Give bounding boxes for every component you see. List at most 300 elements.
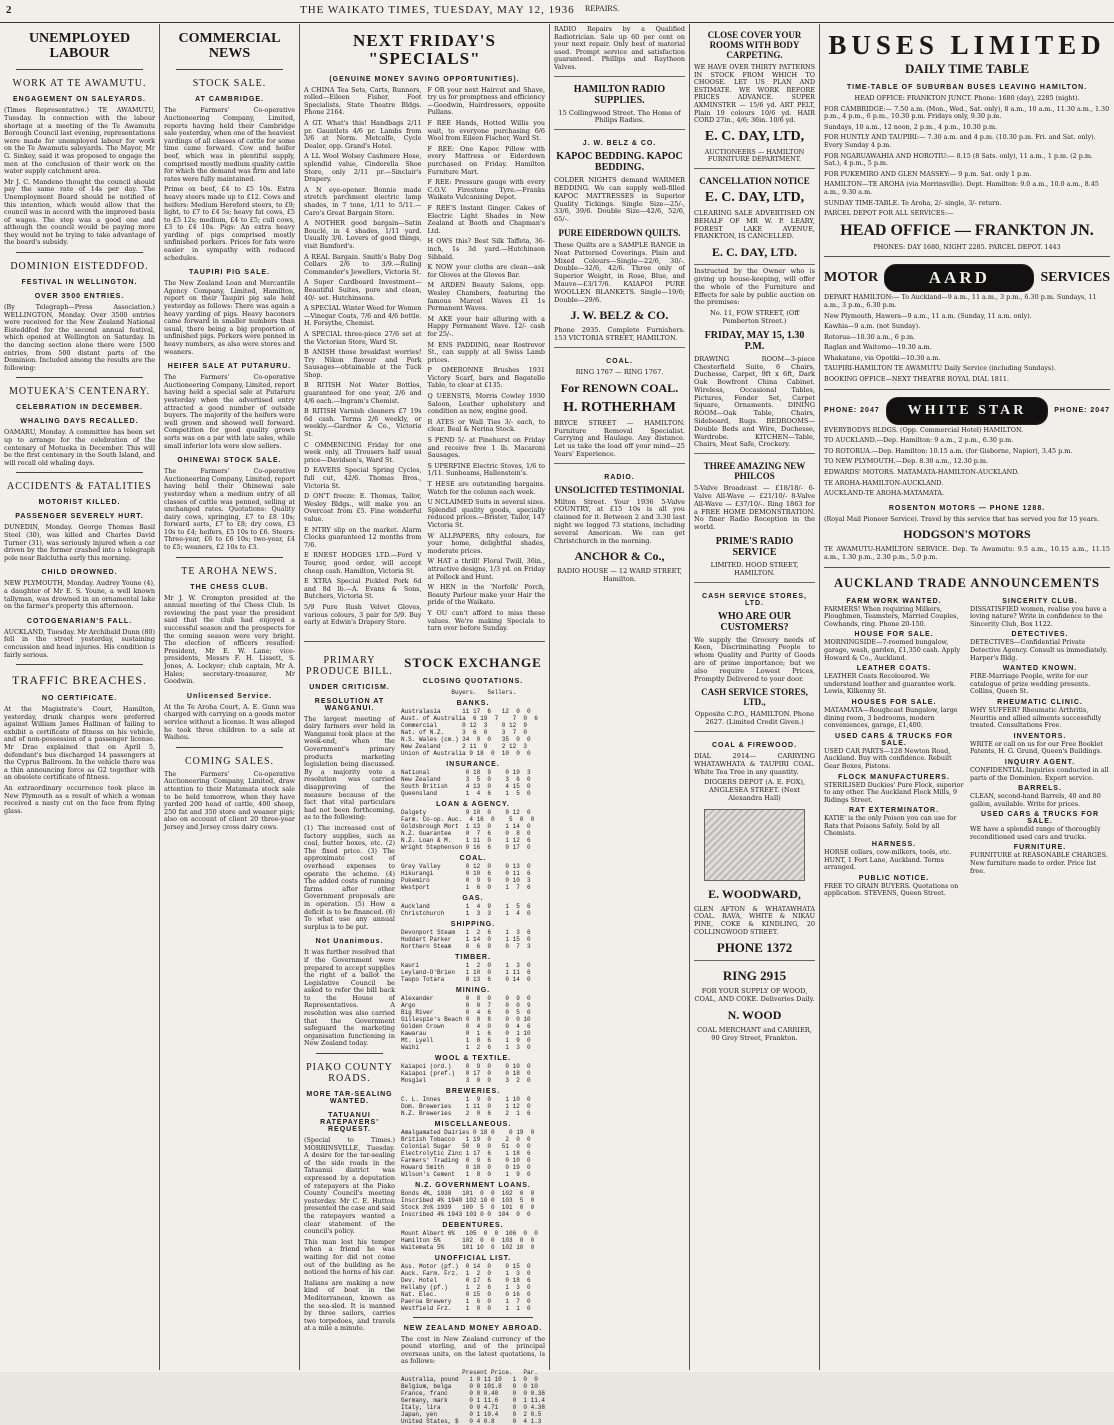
trade-heading: BARRELS. <box>1018 785 1062 793</box>
ad-text: Milton Street. Your 1936 5-Valve COUNTRY, at £15 10s is all you claimed for it. Between 2 and 3.30 last night we logged 73 stations, including several American. We can get Christchurch in the morning. <box>554 497 685 545</box>
article-text: This man lost his temper when a friend he was waiting for did not come out of the building as he noticed the horns of his car. <box>304 1237 395 1277</box>
stock-row: New Zealand 3 5 0 3 6 0 <box>400 775 531 783</box>
ad-text: RADIO HOUSE — 12 WARD STREET, Hamilton. <box>556 567 683 584</box>
ad-heading: PRIME'S RADIO SERVICE <box>715 536 794 559</box>
trade-text: CONFIDENTIAL Inquiries conducted in all parts of the Dominion. Expert service. <box>970 765 1109 782</box>
buses-limited-title: BUSES LIMITED <box>828 30 1106 60</box>
stock-row: Pukemiro 0 9 9 0 10 3 <box>400 876 531 884</box>
ad-section: COAL. <box>606 357 633 365</box>
stock-section-heading: N.Z. GOVERNMENT LOANS. <box>415 1181 531 1189</box>
stock-section-heading: BANKS. <box>456 699 490 707</box>
column-specials <box>300 24 550 1425</box>
stock-section-heading: BREWERIES. <box>445 1087 501 1095</box>
special-ad: E NTRY slip on the market. Alarm Clocks guaranteed 12 months from 7/6. <box>304 525 422 549</box>
special-ad: A N eye-opener. Bonnie made stretch parchment electric lamp shades, in 7 tone, 1/11 to 5/11.—Caro's Great Bargain Store. <box>304 185 422 217</box>
stock-row: Northern Steam 0 6 9 0 7 3 <box>400 942 531 950</box>
subhead: PASSENGER SEVERELY HURT. <box>15 513 144 521</box>
ad-heading: KAPOC BEDDING. KAPOC BEDDING. <box>556 151 683 174</box>
special-ad: F REE'S Instant Ginger. Cakes of Electric Light Shades in New Zealand at Booth and Chapman's Ltd. <box>427 204 545 235</box>
ad-heading: For RENOWN COAL. <box>560 380 679 395</box>
timetable-line: HAMILTON—TE AROHA (via Morrinsville). Dept. Hamilton: 9.0 a.m., 10.0 a.m., 8.45 a.m., 9.30 a.m. <box>824 180 1099 196</box>
timetable-line: FOR HUNTLY AND TAUPIRI:— 7.30 a.m. and 4 p.m. (10.30 p.m. Fri. and Sat. only). Every Sunday 4 p.m. <box>824 133 1096 149</box>
ad-heading: UNSOLICITED TESTIMONIAL <box>554 484 685 495</box>
headline: DOMINION EISTEDDFOD. <box>10 261 149 273</box>
special-ad: S PEND 5/- at Pinehurst on Friday and receive free 1 lb. Macaroni Sausages. <box>427 436 545 460</box>
white-star-timetable <box>824 427 1110 498</box>
special-ad: D ON'T freeze: E. Thomas, Tailor, Wesley Bldgs., will make you an Overcoat from £5. Fine wonderful value. <box>304 492 422 523</box>
special-ad: A NOTHER good bargain—Satin Bouclé, in 4 shades, 1/11 yard. Usually 3/6. Lovers of good things, visit Bamford's. <box>304 219 422 250</box>
trade-heading: FLOCK MANUFACTURERS. <box>838 773 950 781</box>
stock-section-heading: WOOL & TEXTILE. <box>434 1054 512 1062</box>
timetable-line: Whakatane, via Opotiki—10.30 a.m. <box>824 353 941 362</box>
timetable-line: FOR CAMBRIDGE:— 7.50 a.m. (Mon., Wed., Sat. only), 8 a.m., 10 a.m., 11.30 a.m., 1.30 p.m., 4 p.m., 6 p.m., 10.30 p.m. Fridays only, 9.30 p.m. <box>824 104 1110 121</box>
stock-row: Aust. of Australia 6 19 7 7 0 6 <box>400 714 538 722</box>
special-ad: F REE Hands, Hotted Willis you wait, to everyone purchasing 6/6 Wool from Eileen Fischer, Ward St. <box>427 119 545 143</box>
trade-text: DISSATISFIED women, realise you have a loving nature? Write in confidence to the Sincerity Club, Box 1122. <box>970 604 1107 628</box>
headline-unemployed-labour: UNEMPLOYED LABOUR <box>28 31 131 61</box>
truck-illustration <box>704 809 805 881</box>
subhead: ROSENTON MOTORS — PHONE 1288. <box>888 504 1046 512</box>
ad-heading: E. WOODWARD, <box>708 886 801 901</box>
trade-heading: WANTED KNOWN. <box>1002 665 1078 673</box>
stock-section-heading: UNOFFICIAL LIST. <box>434 1254 512 1262</box>
special-ad: M AKE your hair alluring with a Happy Permanent Wave. 12/- cash for 25/-. <box>427 314 545 338</box>
newspaper-title: THE WAIKATO TIMES, TUESDAY, MAY 12, 1936 <box>300 4 575 16</box>
special-ad: B ANISH those breakfast worries! Try Nikon flavour and Pork Sausages—obtainable at the Tuck Shop. <box>304 348 422 379</box>
ad-heading: CASH SERVICE STORES, LTD., <box>701 687 808 708</box>
special-ad: H OWS this? Best Silk Taffeta, 36-inch, 1s 3d yard.—Hutchinson Sibbald. <box>427 237 545 261</box>
subhead: WORK AT TE AWAMUTU. <box>12 78 147 90</box>
trade-heading: SINCERITY CLUB. <box>1002 597 1078 605</box>
subhead: CELEBRATION IN DECEMBER. <box>16 404 143 412</box>
article-text: OAMARU, Monday. A committee has been set up to arrange for the celebration of the centenary of Motueka in December. This will be the first centenary in the South Island, and will recall old whaling days. <box>4 428 155 467</box>
stock-row: Amalgamated Dairies 0 18 0 0 19 0 <box>400 1128 535 1136</box>
column-commercial <box>160 24 300 1370</box>
article-text: At the Magistrate's Court, Hamilton, yesterday, drunk charges were preferred against William James Hallinan of failing to exhibit a certificate of fitness on his vehicle, and of non-possession of a passenger license. Mr Drae explained that on April 5, defendant's bus discharged 14 passengers at the Cyprus Ballroom. In the vehicle there was a thin announcing force as G2 together with an obsolete certificate of fitness. <box>4 705 155 782</box>
special-ad: A Super Cardboard Investment—Beautiful Suites, pure and clean, 40/- set. Hutchinsons. <box>304 278 422 302</box>
stock-row: British Tobacco 1 19 0 2 0 0 <box>400 1135 531 1143</box>
headline-commercial-news: COMMERCIAL NEWS <box>178 31 281 61</box>
trade-heading: RAT EXTERMINATOR. <box>848 807 940 815</box>
timetable-line: DEPART HAMILTON:— To Auckland—9 a.m., 11 a.m., 3 p.m., 6.30 p.m. Sundays, 11 a.m., 3 p.m., 6.30 p.m. <box>824 293 1097 309</box>
masthead <box>0 0 1114 23</box>
headline-stock-exchange: STOCK EXCHANGE <box>404 654 542 670</box>
services-label: SERVICES <box>1040 270 1110 286</box>
masthead-section: REPAIRS. <box>585 4 620 13</box>
head-office: HEAD OFFICE — FRANKTON JN. <box>840 221 1094 239</box>
trade-text: MATAMATA—Roughcast Bungalow, large dining room, 3 bedrooms, modern conveniences, garage, £1,400. <box>824 705 958 730</box>
white-star-banner <box>824 395 1110 427</box>
stock-row: Westfield Frz. 1 0 0 1 1 0 <box>400 1304 531 1312</box>
article-text: Mr J. C. Mandeno thought the council should pay the same rate of 14s per day. The Unemployment Board should be notified of this intention, which would allow that the council was in accord with the improved basis of wages. The step was a good one and although the council would be paying more they would not be trying to take advantage of the board's subsidy. <box>4 177 155 247</box>
stock-row: Kawarau 0 1 6 0 1 10 <box>400 1029 531 1037</box>
special-ad: A SPECIAL Winter Weed for Women—Vinegar Coats, 7/6 and 4/6 bottle. H. Forsythe, Chemist. <box>304 304 422 328</box>
subhead: ENGAGEMENT ON SALEYARDS. <box>12 96 147 104</box>
stock-exchange <box>401 647 545 1425</box>
timetable-line: TAUPIRI-HAMILTON TE AWAMUTU Daily Service (including Sundays). <box>824 364 1056 373</box>
headline: COMING SALES. <box>184 755 275 767</box>
special-ad: B RITISH Varnish cleaners £7 19s 6d cash. Terms 2/6 weekly, or weekly.—Gardner & Co., Victoria St. <box>304 407 422 439</box>
stock-row: Inscribed 4% 1943 103 0 0 104 0 0 <box>400 1210 531 1218</box>
headline: PIAKO COUNTY ROADS. <box>306 1062 393 1085</box>
ad-heading: HAMILTON RADIO SUPPLIES. <box>573 83 666 106</box>
subhead: HEIFER SALE AT PUTARURU. <box>167 363 292 371</box>
stock-row: Farmers' Trading 0 9 6 0 10 0 <box>400 1156 531 1164</box>
timetable-line: TO AUCKLAND.—Dep. Hamilton: 9 a.m., 2 p.m., 6.30 p.m. <box>824 436 1014 445</box>
stock-section-heading: TIMBER. <box>455 953 491 961</box>
phone-label: PHONE: 2047 <box>1054 407 1110 415</box>
subhead: COTOGENARIAN'S FALL. <box>26 617 133 625</box>
special-ad: W HEN in the 'Norfolk' Porch, Beauty Parlour make your Hair the pride of the Waikato. <box>427 583 545 607</box>
subhead: CHILD DROWNED. <box>41 569 118 577</box>
ad-text: WE HAVE OVER THIRTY PATTERNS IN STOCK FROM WHICH TO CHOOSE. LET US PLAN AND ESTIMATE. WE WORK BEFORE PRICES ADVANCE. SUPER AXMINSTER — 15/6 yd. ART PELT, Plain 19 colours 10/6 yd. HAIR CORD 27in., 4/6; 36in. 10/6 yd. <box>694 63 815 125</box>
specials-right <box>428 87 546 636</box>
stock-row: Grey Valley 0 12 0 0 13 0 <box>400 862 531 870</box>
subhead: THE CHESS CLUB. <box>190 583 269 591</box>
auckland-trade-announcements: AUCKLAND TRADE ANNOUNCEMENTS <box>834 575 1100 590</box>
special-ad: B RITISH Not Water Bottles, guaranteed for one year, 2/6 and 4/6 each.—Ingram's Chemist. <box>304 381 422 405</box>
trade-text: USED CAR PARTS—128 Newton Road, Auckland. Buy with confidence. Rebuilt Gear Boxes, Pistons. <box>824 746 952 770</box>
stock-row: Howard Smith 0 18 0 0 19 0 <box>400 1163 531 1171</box>
fx-row: Japan, yen 0 1 10.4 0 2 0.5 <box>400 1411 542 1419</box>
stock-row: Leyland-O'Brien 1 10 0 1 11 6 <box>400 968 531 976</box>
special-ad: F REE: Pressure gauge with every C.O.V. Firestone Tyre.—Franks Waikato Vulcanising Depot. <box>427 178 545 202</box>
subhead: AT CAMBRIDGE. <box>195 96 264 104</box>
subhead: STOCK SALE. <box>192 78 267 90</box>
stock-row: Mount Albert 6% 105 0 0 106 0 0 <box>400 1229 538 1237</box>
stock-row: Ass. Motor (pf.) 0 14 0 0 15 0 <box>400 1262 531 1270</box>
subhead: CLOSING QUOTATIONS. <box>422 677 524 685</box>
article-text: (Times Representative.) TE AWAMUTU, Tuesday. In connection with the labour shortage at a meeting of the Te Awamutu Borough Council last evening, representations were made for unemployed labour for work on the Te Awamutu saleyards. The Mayor, Mr G. Sinkey, said it was proposed to engage the men at the conclusion of their work on the water supply catchment area. <box>4 106 155 176</box>
ad-heading: CANCELLATION NOTICE <box>699 175 810 186</box>
trade-heading: DETECTIVES. <box>1011 631 1069 639</box>
timetable-line: FOR NGARUAWAHIA AND HOROTIU:— 8.15 (8 Sats. only), 11 a.m., 1 p.m. (2 p.m. Sat.), 4 p.m., 5 p.m. <box>824 151 1093 168</box>
timetable-line: EVERYBODYS BLDGS. (Opp. Commercial Hotel) HAMILTON. <box>824 425 1024 434</box>
timetable-line: AUCKLAND-TE AROHA-MATAMATA. <box>824 489 944 498</box>
special-ad: P OMERONNE Brushes 1931 Victory Scarf, bars and Bagatelle Table, to clear at £135. <box>427 366 545 390</box>
ad-text: Opposite C.P.O., HAMILTON. Phone 2627. (Limited Credit Given.) <box>694 710 815 727</box>
trade-text: FARMERS! When requiring Milkers, Ploughmen, Teamsters, Married Couples, Cowhands, ring. Phone 20-150. <box>824 604 959 628</box>
special-ad: M ENS PADDING, near Rostrevor St., can supply at all Swiss Lamb prices. <box>427 340 545 364</box>
ad-text: GLEN AFTON & WHATAWHATA COAL. RAVA, WHITE & NIKAU PINE, COKE & KINDLING, 20 COLLINGWOOD STREET. <box>694 904 815 936</box>
ad-text: BRYCE STREET — HAMILTON. Furniture Removal Specialist. Carrying and Haulage. Any distance. Let us take the load off your mind—25 Years' Experience. <box>554 418 685 458</box>
article-text: The cost in New Zealand currency of the pound sterling, and of the principal overseas units, on the latest quotations, is as follows: <box>400 1334 545 1366</box>
special-ad: F REE: One Kapoc Pillow with every Mattress or Eiderdown purchased on Friday. Hamilton Furniture Mart. <box>427 144 545 176</box>
special-ad: M ARDEN Beauty Salons, opp. Wesley Chambers, featuring the famous Marcel Waves £1 1s Permanent Waves. <box>427 281 545 313</box>
ad-section: COAL & FIREWOOD. <box>711 742 798 750</box>
article-grid <box>304 647 545 1425</box>
stock-row: C. L. Innes 1 9 0 1 10 0 <box>400 1095 531 1103</box>
trade-text: KATIE' is the only Poison you can use for Rats that Poisons Safely. Sold by all Chemists. <box>824 814 957 838</box>
ad-heading: E. C. DAY, LTD, <box>704 128 805 144</box>
ad-text: 15 Collingwood Street. The Home of Philips Radios. <box>558 108 681 125</box>
stock-row: Queensland 1 4 6 1 5 0 <box>400 789 531 797</box>
stock-row: Goldsbrough Mort 1 13 0 1 14 0 <box>400 822 531 830</box>
trade-heading: USED CARS & TRUCKS FOR SALE. <box>980 811 1100 826</box>
ad-section: J. W. BELZ & CO. <box>582 140 657 148</box>
ad-text: Instructed by the Owner who is giving up house-keeping, will offer the whole of the Furniture and Effects for sale by public auction on the premises: <box>694 267 815 307</box>
subhead: RESOLUTION AT WANGANUI. <box>314 697 385 712</box>
stock-row: N.S. Wales (cm.) 34 0 0 35 0 0 <box>400 735 531 743</box>
stock-row: Christchurch 1 3 3 1 4 0 <box>400 909 531 917</box>
column-news-1 <box>0 24 160 1370</box>
column-ads-2 <box>690 24 820 1370</box>
fx-row: United States, $ 0 4 0.8 0 4 1.3 <box>400 1418 542 1425</box>
stock-section-heading: INSURANCE. <box>446 760 500 768</box>
stock-row: Colonial Sugar 50 0 0 51 0 0 <box>400 1142 531 1150</box>
timetable <box>824 106 1110 218</box>
stock-row: Commercial 0 12 3 0 12 9 <box>400 721 527 729</box>
white-star-logo: WHITE STAR <box>886 397 1049 425</box>
fx-row: France, franc 0 0 0.40 0 0 0.36 <box>400 1390 545 1398</box>
trade-text: LEATHER Coats Recoloured. We understand leather and guarantee work. Lewis, Kilkenny St. <box>824 672 956 696</box>
ad-text: DIAL 2914— CARRYING WHATAWHATA & TAUPIRI COAL. White Tea Tree in any quantity. <box>694 752 815 776</box>
special-ad: A REAL Bargain. Smith's Baby Dog Collars 2/6 to 3/9.—Ruling Commander's Jewellers, Victoria St. <box>304 252 422 276</box>
trade-heading: INVENTORS. <box>1013 732 1067 740</box>
trade-heading: PUBLIC NOTICE. <box>858 874 930 882</box>
article-text: NEW PLYMOUTH, Monday. Audrey Youne (4), a daughter of Mr E. S. Youne, a well known tallyman, was drowned in an ornamental lake on the farmer's property this afternoon. <box>4 579 155 611</box>
timetable-line: PARCEL DEPOT FOR ALL SERVICES:— <box>824 209 954 218</box>
stock-row: Hamilton 5% 102 0 0 103 0 0 <box>400 1236 535 1244</box>
trade-heading: HOUSES FOR SALE. <box>851 698 937 706</box>
subhead: MORE TAR-SEALING WANTED. <box>306 1091 393 1106</box>
timetable-line: TO NEW PLYMOUTH.—Dep. 8.30 a.m., 12.30 p.m. <box>824 457 989 466</box>
stock-section-heading: LOAN & AGENCY. <box>436 800 510 808</box>
ad-text: No. 11, FOW STREET, (Off Pemberton Street.) <box>709 309 800 325</box>
trade-text: HORSE collars, cow-milkers, tools, etc. HUNT, 1 Fort Lane, Auckland. Terms arranged. <box>824 848 952 872</box>
fx-row: Present Price. Par. <box>400 1369 538 1377</box>
article-text: The Farmers' Co-operative Auctioneering Company, Limited, report having held a special sale at Putaruru yesterday when the advertised entry attracted a good number of outside buyers. The majority of the heifers were well grown and showed well forward. Competition for good quality grown sorts was on a par with late sales, while small inferior lots were slow sellers. <box>164 373 295 450</box>
primary-produce-article <box>304 647 395 1425</box>
stock-row: Paeroa Brewery 1 6 0 1 7 0 <box>400 1297 531 1305</box>
specials-grid <box>304 87 545 636</box>
article-text: The New Zealand Loan and Mercantile Agency Company, Limited, Hamilton, report on their Taupiri pig sale held yesterday as follows: There was again a heavy yarding of pigs. Heavy baconers came forward in smaller numbers than usual, there being a big proportion of unfinished pigs. Porkers were penned in heavy numbers, as also were stores and weaners. <box>164 279 295 356</box>
ad-heading: WHO ARE OUR CUSTOMERS? <box>717 610 792 633</box>
special-ad: A LL Wool Wolsey Cashmere Hose, splendid value, Cinderella Shoe Store, only 2/11 pr.—Sinclair's Drapery. <box>304 152 422 184</box>
stock-row: Farm. Co-op. Auc. 4 16 0 5 0 0 <box>400 815 535 823</box>
stock-row: Taupo Totara 0 13 6 0 14 0 <box>400 975 531 983</box>
ad-text: COAL MERCHANT and CARRIER, 90 Grey Street, Frankton. <box>697 1025 812 1042</box>
special-ad: S UPERFINE Electric Stoves, 1/6 to 1/11. Sunbeams, Hallenstein's. <box>427 461 545 478</box>
stock-row: New Zealand 2 11 9 2 12 3 <box>400 742 527 750</box>
aard-timetable <box>824 294 1110 383</box>
trade-left <box>824 595 964 901</box>
special-ad: A GT. What's this! Handbags 2/11 pr. Gauntlets 4/6 pr. Lambs from 3/6 at Norm. Metcalfe, Cycle Dealer, opp. Grand's Hotel. <box>304 119 422 150</box>
subhead: MOTORIST KILLED. <box>38 499 121 507</box>
timetable-line: TO ROTORUA.—Dep. Hamilton: 10.15 a.m. (for Gisborne, Napier), 3.45 p.m. <box>824 446 1073 455</box>
trade-heading: USED CARS & TRUCKS FOR SALE. <box>834 732 954 747</box>
subhead: TATUANUI RATEPAYERS' REQUEST. <box>320 1112 379 1134</box>
fx-row: Australia, pound 1 0 11 10 1 0 0 <box>400 1376 538 1384</box>
stock-row: Hikurangi 0 10 6 0 11 6 <box>400 869 531 877</box>
stock-row: Mosgiel 3 0 0 3 2 0 <box>400 1076 531 1084</box>
stock-row: Kauri 1 2 0 1 3 0 <box>400 961 531 969</box>
ad-heading: H. ROTHERHAM <box>563 399 676 415</box>
subhead: FESTIVAL IN WELLINGTON. <box>21 279 138 287</box>
special-ad: A CHINA Tea Sets, Carts, Runners, rolled—Eileen Fisher, Foot Specialists, State Theatre Bldgs. Phone 2164. <box>304 85 422 117</box>
phone-number: RING 2915 <box>722 968 787 984</box>
ad-text: RING 1767 — RING 1767. <box>575 367 664 376</box>
ad-text: These Quilts are a SAMPLE RANGE in Neat Patterned Coverings. Plain and Mixed Colours—Single—22/6, 30/-. Double—32/6, 42/6. Three only of Superior Weight, in Rose, Blue, and Mauve—£3/17/6. KAIAPOI PURE WOOLLEN BLANKETS. Single—19/6; Double—29/6. <box>554 240 685 304</box>
timetable-line: Kawhia—9 a.m. (not Sunday). <box>824 322 921 331</box>
timetable-line: FOR PUKEMIRO AND GLEN MASSEY:— 9 p.m. Sat. only 1 p.m. <box>824 169 1032 178</box>
special-ad: U NCLAIMED Suits in several sizes. Splendid quality goods, specially reduced prices.—Brister, Tailor, 147 Victoria St. <box>427 498 545 529</box>
ad-heading: E. C. DAY, LTD. <box>711 245 798 260</box>
stock-row: Union of Australia 9 18 0 10 0 0 <box>400 749 531 757</box>
specials-left <box>304 87 422 636</box>
daily-time-table: DAILY TIME TABLE <box>904 61 1030 76</box>
fx-row: Italy, lira 0 0 4.71 0 0 4.38 <box>400 1404 545 1412</box>
ad-text: We supply the Grocery needs of Keen, Discriminating People to whom Quality and Purity of Goods are of prime importance; but we also require Lowest Prices, Promptly Delivered to your door. <box>694 635 815 683</box>
stock-section-heading: DEBENTURES. <box>442 1221 504 1229</box>
ad-text: RADIO Repairs by a Qualified Radiotrician. Sale up 60 per cent on your next repair. Only best of material used. Prompt service and satisfaction guaranteed. Phillips and Raytheon Valves. <box>554 25 685 71</box>
trade-text: MORNINGSIDE—7-roomed bungalow, garage, wash, garden, £1,350 cash. Apply Howard & Co., Auckland. <box>824 638 961 662</box>
stock-section-heading: GAS. <box>462 894 484 902</box>
trade-right <box>970 595 1110 901</box>
stock-row: Hellaby (pf.) 1 2 6 1 3 0 <box>400 1283 531 1291</box>
stock-row: Mt. Lyell 1 8 6 1 9 0 <box>400 1036 531 1044</box>
subhead: UNDER CRITICISM. <box>309 683 390 691</box>
subhead: NEW ZEALAND MONEY ABROAD. <box>403 1324 543 1332</box>
trade-text: CLEAN, second-hand Barrels, 40 and 80 gallon, available. Write for prices. <box>970 792 1101 808</box>
stock-row: Huddart Parker 1 14 0 1 15 0 <box>400 935 531 943</box>
fx-row: Germany, mark 0 1 11.6 0 1 11.4 <box>400 1397 545 1405</box>
stock-row: Wright Stephenson 0 16 6 0 17 0 <box>400 843 531 851</box>
ad-text: 5-Valve Broadcast — £18/18/- 6-Valve All-Wave — £21/10/- 8-Valve All-Wave — £37/10/-. Ring 1863 for a FREE HOME DEMONSTRATION. No finer Radio Reception in the world. <box>694 484 815 532</box>
column-transport <box>820 24 1114 1370</box>
subhead: TAUPIRI PIG SALE. <box>188 269 271 277</box>
timetable-line: TE AROHA-HAMILTON-AUCKLAND. <box>824 478 944 487</box>
stock-row: Electrolytic Zinc 1 17 6 1 18 6 <box>400 1149 531 1157</box>
headline: PRIMARY PRODUCE BILL. <box>306 654 393 677</box>
fx-row: Belgium, belga 0 0 101.8 0 0 10 <box>400 1383 538 1391</box>
special-ad: W HAT a thrill! Floral Twill, 36in., attractive designs, 1/3 yd. on Friday at Pollock and Hunt. <box>427 557 545 581</box>
ad-text: (Royal Mail Pioneer Service). Travel by this service that has served you for 15 years. <box>824 514 1099 523</box>
timetable-line: Raglan and Waitomo—10.30 a.m. <box>824 343 932 352</box>
column-ads-1 <box>550 24 690 1370</box>
stock-row: Dalgety 9 10 0 9 12 0 <box>400 808 531 816</box>
article-text: DUNEDIN, Monday. George Thomas Basil Steel (30), was killed and Charles David Turner (31), was seriously injured when a car driven by the former crashed into a telegraph pole near Balclutha early this morning. <box>4 523 155 562</box>
subhead: Not Unanimous. <box>315 938 384 946</box>
trade-text: WRITE or call on us for our Free Booklet Patents, H. G. Grund, Queen's Buildings. <box>970 739 1103 756</box>
special-ad: Y OU can't afford to miss these values. We're making Specials to turn over before Sunday. <box>427 608 545 633</box>
ad-text: DRAWING ROOM—3-piece Chesterfield Suite, 6 Chairs, Duchesse, Carpet, 9ft x 6ft, Dark Oak Bowfront China Cabinet. Wireless, Occasional Tables, Pictures, Fender Set, Carpet Square, Ornaments. DINING ROOM—Oak Table, Chairs, Sideboard, Rugs. BEDROOMS—Double Beds and Wire, Duchesse, Wardrobe. KITCHEN—Table, Chairs, Meat Safe, Crockery. <box>694 354 815 449</box>
timetable-line: Rotorua—10.30 a.m., 6 p.m. <box>824 332 916 341</box>
special-ad: E XTRA Special Pickled Pork 6d and 8d lb.—A. Evans & Sons, Butchers, Victoria St. <box>304 577 422 601</box>
article-text: (1) The increased cost of factory supplies, such as coal, butter boxes, etc. (2) The fixed price. (3) The approximate cost of overhead expenses to operate the scheme. (4) The added costs of running farms after other Government proposals are in operation. (5) How a deficit is to be financed. (6) To what use any annual surplus is to be put. <box>304 824 395 931</box>
ad-heading: E. C. DAY, LTD, <box>704 189 805 205</box>
article-text: It was further resolved that if the Government were prepared to accept supplies the right of a ballot the Legislative Council be asked to refer the bill back to the House of Representatives. A resolution was also carried that the Government safeguard the marketing organisation functioning in New Zealand today. <box>304 948 395 1048</box>
trade-heading: LEATHER COATS. <box>856 665 932 673</box>
stock-row: Waitemata 5% 101 10 0 102 10 0 <box>400 1243 535 1251</box>
ad-section: RADIO. <box>604 473 635 481</box>
ad-text: HEAD OFFICE: FRANKTON JUNCT. Phone: 1680 (day), 2285 (night). <box>854 94 1080 102</box>
ad-text: COLDER NIGHTS demand WARMER BEDDING. We can supply well-filled KAPOC MATTRESSES in Superior Quality Tickings. Single Size—25/-, 33/6, 39/6. Double Size—42/6, 52/6, 65/-. <box>554 176 685 224</box>
timetable-line: BOOKING OFFICE—NEXT THEATRE ROYAL DIAL 1811. <box>824 375 1010 384</box>
stock-row: Bonds 4%, 1938 101 0 0 102 0 0 <box>400 1189 535 1197</box>
ad-text: TE AWAMUTU-HAMILTON SERVICE. Dep. Te Awamutu: 9.5 a.m., 10.15 a.m., 11.15 a.m., 1.30 p.m., 2.30 p.m., 5.0 p.m. <box>824 545 1110 561</box>
stock-row: Dom. Breweries 1 11 0 1 12 0 <box>400 1102 531 1110</box>
special-ad: 5/9 Pure Rush Velvet Gloves, various colours, 3 pair for 5/9. Buy early at Edwin's Drapery Store. <box>304 602 422 627</box>
stock-row: Devonport Steam 1 2 6 1 3 6 <box>400 928 531 936</box>
trade-heading: RHEUMATIC CLINIC. <box>997 698 1083 706</box>
subhead: Unlicensed Service. <box>186 692 273 700</box>
trade-grid <box>824 595 1110 901</box>
special-ad: K NOW your cloths are clean—ask for Gloves at the Gloves Bar. <box>427 263 545 279</box>
ad-heading: THREE AMAZING NEW PHILCOS <box>703 461 806 482</box>
stock-section-heading: COAL. <box>459 854 487 862</box>
trade-text: STERILISED Duckies' Pure Flock, superior to any other. The Auckland Flock Mills, 9 Ridings Street. <box>824 780 964 804</box>
stock-row: Dev. Hotel 0 17 6 0 18 6 <box>400 1276 531 1284</box>
aard-logo: AARD <box>884 264 1034 292</box>
trade-heading: HARNESS. <box>871 841 917 849</box>
ad-text: CLEARING SALE ADVERTISED ON BEHALF OF MR W. P. LEARY, FOREST LAKE AVENUE, FRANKTON, IS CANCELLED. <box>694 208 815 241</box>
ad-heading: PURE EIDERDOWN QUILTS. <box>558 227 681 238</box>
trade-heading: FURNITURE. <box>1013 844 1067 852</box>
stock-row: Kaiapoi (pref.) 0 17 0 0 18 0 <box>400 1069 531 1077</box>
article-text: The Farmers' Co-operative Auctioneering Company, Limited, report having held their Ohinewai sale yesterday when a medium entry of all classes of cattle was penned, selling at unchanged rates. Quotations: Quality dairy cows, springing, £7 to £8 10s; forward sorts, £7 to £8; dry cows, £3 10s to £4; heifers, £5 10s to £6. Steers: Three-year, £6 to £6 10s; two-year, £4 to £5; weaners, £2 10s to £3. <box>164 467 295 552</box>
timetable-line: SUNDAY TIME-TABLE. Te Aroha, 2/- single, 3/- return. <box>824 198 1002 207</box>
ad-text: LIMITED. HOOD STREET, HAMILTON. <box>710 561 799 577</box>
page-number: 2 <box>6 4 12 16</box>
ad-heading: CLOSE COVER YOUR ROOMS WITH BODY CARPETING. <box>707 30 802 60</box>
stock-section-heading: MISCELLANEOUS. <box>434 1120 512 1128</box>
subhead: NO CERTIFICATE. <box>41 695 118 703</box>
ad-heading: FRIDAY, MAY 15, 1.30 P.M. <box>704 329 805 352</box>
stock-section-heading: SHIPPING. <box>450 920 496 928</box>
timetable-line: EDWARDS' MOTORS. MATAMATA-HAMILTON-AUCKLAND. <box>824 468 1020 477</box>
ad-text: AUCTIONEERS — HAMILTON FURNITURE DEPARTMENT. <box>704 147 805 164</box>
article-text: An extraordinary occurrence took place in New Plymouth as a result of which a woman received a nasty cut on the face from flying glass. <box>4 784 155 815</box>
article-text: The largest meeting of dairy farmers ever held in Wanganui took place at the week-end, when the Government's primary products marketing legislation being discussed. By a majority vote a resolution was carried disapproving of the measure because of the fact that vital particulars had not been forthcoming, as to the following: <box>304 714 395 822</box>
timetable-line: New Plymouth, Hawera—9 a.m., 11 a.m. (Sunday, 11 a.m. only). <box>824 311 1032 320</box>
stock-row: N.Z. Breweries 2 0 6 2 1 6 <box>400 1109 531 1117</box>
stock-row: Waihi 1 2 6 1 3 0 <box>400 1043 531 1051</box>
article-text: (Special to Times.) MORRINSVILLE, Tuesday. A desire for the tar-sealing of the side roads in the Tatuanui district was expressed by a deputation of ratepayers at the Piako County Council's meeting yesterday. Mr C. E. Hutton presented the case and said the ratepayers wanted a clear statement of the council's policy. <box>304 1136 395 1236</box>
article-text: The Farmers' Co-operative Auctioneering Company, Limited, draw attention to their Matamata stock sale to be held tomorrow, when they have yarded 200 head of cattle, 400 sheep, 250 fat and 350 store and weaner pigs; also on account of client 20 three-year Jersey and Jersey cross dairy cows. <box>164 769 295 831</box>
article-text: The Farmers' Co-operative Auctioneering Company, Limited, reports having held their Cambridge sale yesterday, when one of the heaviest yardings of all classes of cattle for some time came forward. Cow and heifer beef, which was in plentiful supply, comprised mostly medium quality cattle for which the demand was firm and late rates were fully maintained. <box>164 106 295 183</box>
exchange-table <box>401 1369 545 1425</box>
ad-section: CASH SERVICE STORES, LTD. <box>702 592 807 607</box>
stock-row: Auckland 1 4 9 1 5 6 <box>400 902 531 910</box>
subhead: WHALING DAYS RECALLED. <box>20 418 139 426</box>
stock-row: Westport 1 6 0 1 7 6 <box>400 883 531 891</box>
phone-number: PHONE 1372 <box>716 940 793 956</box>
special-ad: Q UEENSTS, Morris Cowley 1930 Saloon, Leather upholstery and condition as new, engine good. <box>427 392 545 416</box>
stock-header: Buyers. Sellers. <box>400 688 517 696</box>
headline-specials: NEXT FRIDAY'S "SPECIALS" <box>353 31 496 68</box>
trade-text: WHY SUFFER? Rheumatic Arthritis, Neuritis and allied ailments successfully treated. Consultations Free. <box>970 705 1102 730</box>
special-ad: F OR your next Haircut and Shave, try us for promptness and efficiency—Goodwin, Hairdressers, opposite Pullans. <box>427 85 545 117</box>
subhead: OHINEWAI STOCK SALE. <box>177 457 282 465</box>
trade-text: FURNITURE at REASONABLE CHARGES. New furniture made to order. Price list free. <box>970 851 1108 875</box>
stock-row: Nat. Elec. 0 15 0 0 16 0 <box>400 1290 531 1298</box>
motor-label: MOTOR <box>824 270 879 286</box>
trade-heading: HOUSE FOR SALE. <box>854 631 934 639</box>
trade-heading: FARM WORK WANTED. <box>846 597 942 605</box>
stock-row: Gillespie's Beach 0 0 8 0 0 10 <box>400 1015 531 1023</box>
stock-row: Argo 0 0 7 0 0 9 <box>400 1001 531 1009</box>
special-ad: E RNEST HODGES LTD.—Ford V Tourer, good order, will accept cheap cash. Hamilton, Victoria St. <box>304 551 422 575</box>
subhead: OVER 3500 ENTRIES. <box>34 293 125 301</box>
headline: MOTUEKA'S CENTENARY. <box>8 386 151 398</box>
article-text: Mr J. W. Crompton presided at the annual meeting of the Chess Club. In reviewing the past year the president said that the club had enjoyed a successful season and the prospects for the coming season were very bright. The election of officers resulted: President, Mr E. W. Lane; vice-presidents, Messrs F. H. Lissett, S. Jones, A. Lockyer; club captain, Mr A. Hales; secretary-treasurer, Mr Goodwin. <box>164 593 295 686</box>
special-ad: T HESE are outstanding bargains. Watch for the column each week. <box>427 480 545 496</box>
stock-row: Inscribed 4% 1940 102 10 0 103 5 0 <box>400 1196 535 1204</box>
stock-row: Golden Crown 0 4 0 0 4 6 <box>400 1022 531 1030</box>
timetable-line: Sundays, 10 a.m., 12 noon, 2 p.m., 4 p.m., 10.30 p.m. <box>824 122 998 131</box>
aard-banner <box>824 262 1110 294</box>
